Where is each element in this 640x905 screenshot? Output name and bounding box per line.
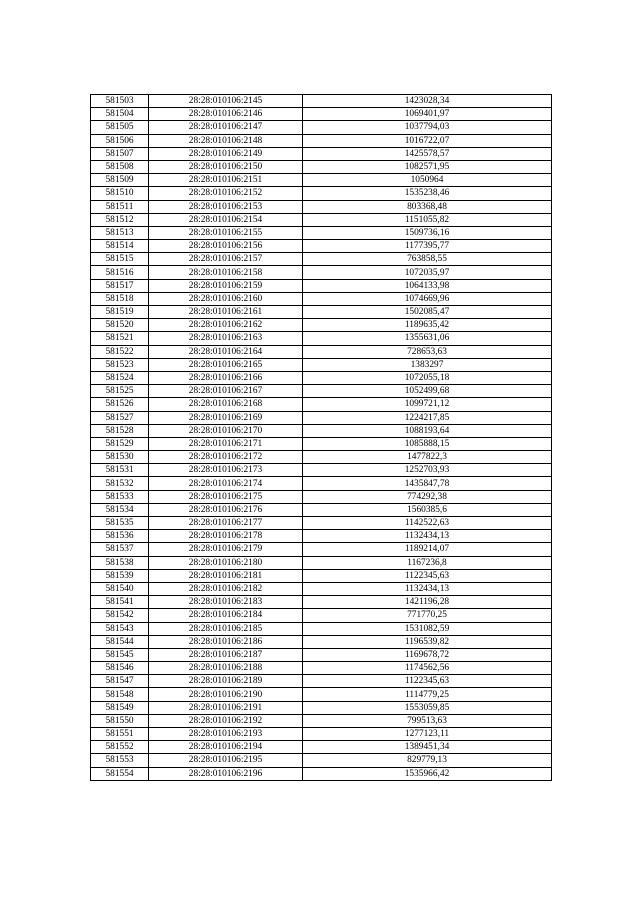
table-row (91, 411, 552, 424)
table-row (91, 306, 552, 319)
row-number-cell: 581521 (91, 332, 149, 345)
cadastral-value-cell: 774292,38 (303, 490, 552, 503)
table-row (91, 543, 552, 556)
cadastral-value-cell: 1069401,97 (303, 108, 552, 121)
table-row (91, 714, 552, 727)
cadastral-value-cell: 829779,13 (303, 754, 552, 767)
row-number-cell: 581513 (91, 226, 149, 239)
cadastral-number-cell: 28:28:010106:2165 (149, 358, 303, 371)
cadastral-number-cell: 28:28:010106:2179 (149, 543, 303, 556)
cadastral-number-cell: 28:28:010106:2152 (149, 187, 303, 200)
row-number-cell: 581507 (91, 147, 149, 160)
cadastral-number-cell: 28:28:010106:2187 (149, 648, 303, 661)
table-body (91, 95, 552, 781)
cadastral-number-cell: 28:28:010106:2196 (149, 767, 303, 780)
cadastral-number-cell: 28:28:010106:2157 (149, 253, 303, 266)
cadastral-number-cell: 28:28:010106:2186 (149, 635, 303, 648)
table-row (91, 253, 552, 266)
cadastral-number-cell: 28:28:010106:2184 (149, 609, 303, 622)
cadastral-number-cell: 28:28:010106:2176 (149, 503, 303, 516)
table-row (91, 503, 552, 516)
cadastral-value-cell: 1052499,68 (303, 385, 552, 398)
table-row (91, 371, 552, 384)
cadastral-number-cell: 28:28:010106:2167 (149, 385, 303, 398)
row-number-cell: 581517 (91, 279, 149, 292)
table-row (91, 200, 552, 213)
cadastral-number-cell: 28:28:010106:2160 (149, 292, 303, 305)
cadastral-value-cell: 1355631,06 (303, 332, 552, 345)
cadastral-number-cell: 28:28:010106:2164 (149, 345, 303, 358)
table-row (91, 688, 552, 701)
cadastral-number-cell: 28:28:010106:2194 (149, 741, 303, 754)
table-row (91, 95, 552, 108)
cadastral-value-cell: 1421196,28 (303, 596, 552, 609)
table-row (91, 701, 552, 714)
row-number-cell: 581527 (91, 411, 149, 424)
cadastral-number-cell: 28:28:010106:2154 (149, 213, 303, 226)
cadastral-value-cell: 1252703,93 (303, 464, 552, 477)
table-row (91, 108, 552, 121)
cadastral-number-cell: 28:28:010106:2182 (149, 582, 303, 595)
row-number-cell: 581537 (91, 543, 149, 556)
row-number-cell: 581530 (91, 451, 149, 464)
cadastral-number-cell: 28:28:010106:2161 (149, 306, 303, 319)
cadastral-number-cell: 28:28:010106:2191 (149, 701, 303, 714)
cadastral-number-cell: 28:28:010106:2159 (149, 279, 303, 292)
cadastral-number-cell: 28:28:010106:2174 (149, 477, 303, 490)
table-row (91, 385, 552, 398)
cadastral-number-cell: 28:28:010106:2151 (149, 174, 303, 187)
cadastral-value-table (90, 94, 552, 781)
row-number-cell: 581548 (91, 688, 149, 701)
table-row (91, 728, 552, 741)
table-row (91, 622, 552, 635)
row-number-cell: 581515 (91, 253, 149, 266)
row-number-cell: 581538 (91, 556, 149, 569)
table-row (91, 266, 552, 279)
cadastral-value-cell: 1082571,95 (303, 160, 552, 173)
cadastral-value-cell: 799513,63 (303, 714, 552, 727)
cadastral-value-cell: 1074669,96 (303, 292, 552, 305)
cadastral-value-cell: 1016722,07 (303, 134, 552, 147)
row-number-cell: 581516 (91, 266, 149, 279)
cadastral-number-cell: 28:28:010106:2166 (149, 371, 303, 384)
cadastral-value-cell: 1050964 (303, 174, 552, 187)
row-number-cell: 581533 (91, 490, 149, 503)
table-row (91, 160, 552, 173)
row-number-cell: 581540 (91, 582, 149, 595)
cadastral-number-cell: 28:28:010106:2192 (149, 714, 303, 727)
cadastral-value-cell: 1535238,46 (303, 187, 552, 200)
table-row (91, 319, 552, 332)
cadastral-number-cell: 28:28:010106:2168 (149, 398, 303, 411)
cadastral-value-cell: 1531082,59 (303, 622, 552, 635)
cadastral-value-cell: 1151055,82 (303, 213, 552, 226)
cadastral-number-cell: 28:28:010106:2145 (149, 95, 303, 108)
cadastral-value-cell: 1177395,77 (303, 240, 552, 253)
row-number-cell: 581522 (91, 345, 149, 358)
row-number-cell: 581554 (91, 767, 149, 780)
cadastral-value-cell: 1085888,15 (303, 437, 552, 450)
table-row (91, 675, 552, 688)
cadastral-number-cell: 28:28:010106:2150 (149, 160, 303, 173)
cadastral-number-cell: 28:28:010106:2173 (149, 464, 303, 477)
cadastral-number-cell: 28:28:010106:2162 (149, 319, 303, 332)
table-row (91, 464, 552, 477)
cadastral-value-cell: 771770,25 (303, 609, 552, 622)
table-row (91, 556, 552, 569)
cadastral-value-cell: 728653,63 (303, 345, 552, 358)
cadastral-number-cell: 28:28:010106:2146 (149, 108, 303, 121)
cadastral-number-cell: 28:28:010106:2147 (149, 121, 303, 134)
cadastral-value-cell: 1132434,13 (303, 582, 552, 595)
cadastral-value-cell: 1142522,63 (303, 517, 552, 530)
row-number-cell: 581539 (91, 569, 149, 582)
row-number-cell: 581545 (91, 648, 149, 661)
row-number-cell: 581511 (91, 200, 149, 213)
row-number-cell: 581531 (91, 464, 149, 477)
cadastral-value-cell: 1553059,85 (303, 701, 552, 714)
cadastral-number-cell: 28:28:010106:2169 (149, 411, 303, 424)
row-number-cell: 581526 (91, 398, 149, 411)
cadastral-value-cell: 1477822,3 (303, 451, 552, 464)
cadastral-number-cell: 28:28:010106:2189 (149, 675, 303, 688)
row-number-cell: 581541 (91, 596, 149, 609)
cadastral-number-cell: 28:28:010106:2155 (149, 226, 303, 239)
cadastral-value-cell: 1560385,6 (303, 503, 552, 516)
row-number-cell: 581529 (91, 437, 149, 450)
cadastral-value-cell: 1277123,11 (303, 728, 552, 741)
cadastral-value-cell: 1099721,12 (303, 398, 552, 411)
row-number-cell: 581518 (91, 292, 149, 305)
table-row (91, 609, 552, 622)
cadastral-value-cell: 1064133,98 (303, 279, 552, 292)
cadastral-number-cell: 28:28:010106:2172 (149, 451, 303, 464)
cadastral-number-cell: 28:28:010106:2170 (149, 424, 303, 437)
cadastral-number-cell: 28:28:010106:2149 (149, 147, 303, 160)
table-row (91, 530, 552, 543)
row-number-cell: 581519 (91, 306, 149, 319)
table-row (91, 226, 552, 239)
table-row (91, 240, 552, 253)
cadastral-number-cell: 28:28:010106:2178 (149, 530, 303, 543)
row-number-cell: 581535 (91, 517, 149, 530)
cadastral-number-cell: 28:28:010106:2163 (149, 332, 303, 345)
table-row (91, 424, 552, 437)
row-number-cell: 581520 (91, 319, 149, 332)
cadastral-value-cell: 1167236,8 (303, 556, 552, 569)
row-number-cell: 581509 (91, 174, 149, 187)
cadastral-value-cell: 1189635,42 (303, 319, 552, 332)
table-row (91, 635, 552, 648)
row-number-cell: 581544 (91, 635, 149, 648)
cadastral-number-cell: 28:28:010106:2181 (149, 569, 303, 582)
cadastral-value-cell: 1189214,07 (303, 543, 552, 556)
table-row (91, 596, 552, 609)
cadastral-value-cell: 1502085,47 (303, 306, 552, 319)
cadastral-value-cell: 1037794,03 (303, 121, 552, 134)
table-row (91, 345, 552, 358)
table-row (91, 292, 552, 305)
cadastral-number-cell: 28:28:010106:2171 (149, 437, 303, 450)
row-number-cell: 581553 (91, 754, 149, 767)
cadastral-value-cell: 1425578,57 (303, 147, 552, 160)
table-row (91, 569, 552, 582)
cadastral-value-cell: 763858,55 (303, 253, 552, 266)
row-number-cell: 581536 (91, 530, 149, 543)
row-number-cell: 581512 (91, 213, 149, 226)
table-row (91, 582, 552, 595)
table-row (91, 662, 552, 675)
row-number-cell: 581534 (91, 503, 149, 516)
cadastral-number-cell: 28:28:010106:2183 (149, 596, 303, 609)
cadastral-number-cell: 28:28:010106:2175 (149, 490, 303, 503)
cadastral-number-cell: 28:28:010106:2158 (149, 266, 303, 279)
table-row (91, 279, 552, 292)
table-row (91, 490, 552, 503)
cadastral-number-cell: 28:28:010106:2185 (149, 622, 303, 635)
table-row (91, 477, 552, 490)
table-row (91, 147, 552, 160)
row-number-cell: 581549 (91, 701, 149, 714)
row-number-cell: 581528 (91, 424, 149, 437)
cadastral-value-cell: 1088193,64 (303, 424, 552, 437)
table-row (91, 767, 552, 780)
cadastral-number-cell: 28:28:010106:2156 (149, 240, 303, 253)
row-number-cell: 581551 (91, 728, 149, 741)
cadastral-number-cell: 28:28:010106:2153 (149, 200, 303, 213)
table-row (91, 648, 552, 661)
row-number-cell: 581504 (91, 108, 149, 121)
table-row (91, 437, 552, 450)
cadastral-value-cell: 1174562,56 (303, 662, 552, 675)
cadastral-value-cell: 1389451,34 (303, 741, 552, 754)
row-number-cell: 581546 (91, 662, 149, 675)
row-number-cell: 581550 (91, 714, 149, 727)
cadastral-value-cell: 1196539,82 (303, 635, 552, 648)
table-row (91, 187, 552, 200)
table-row (91, 121, 552, 134)
cadastral-value-cell: 1423028,34 (303, 95, 552, 108)
table-row (91, 451, 552, 464)
cadastral-value-cell: 1169678,72 (303, 648, 552, 661)
table-row (91, 134, 552, 147)
cadastral-value-cell: 1072055,18 (303, 371, 552, 384)
cadastral-number-cell: 28:28:010106:2190 (149, 688, 303, 701)
cadastral-value-cell: 1509736,16 (303, 226, 552, 239)
row-number-cell: 581524 (91, 371, 149, 384)
table-row (91, 213, 552, 226)
cadastral-value-cell: 1072035,97 (303, 266, 552, 279)
row-number-cell: 581542 (91, 609, 149, 622)
cadastral-value-cell: 1132434,13 (303, 530, 552, 543)
row-number-cell: 581503 (91, 95, 149, 108)
table-row (91, 754, 552, 767)
cadastral-value-cell: 1535966,42 (303, 767, 552, 780)
row-number-cell: 581506 (91, 134, 149, 147)
cadastral-number-cell: 28:28:010106:2148 (149, 134, 303, 147)
cadastral-value-cell: 1224217,85 (303, 411, 552, 424)
cadastral-value-cell: 1383297 (303, 358, 552, 371)
row-number-cell: 581523 (91, 358, 149, 371)
cadastral-number-cell: 28:28:010106:2180 (149, 556, 303, 569)
table-row (91, 741, 552, 754)
cadastral-number-cell: 28:28:010106:2177 (149, 517, 303, 530)
table-row (91, 358, 552, 371)
cadastral-value-cell: 803368,48 (303, 200, 552, 213)
table-row (91, 517, 552, 530)
table-row (91, 332, 552, 345)
row-number-cell: 581514 (91, 240, 149, 253)
cadastral-value-cell: 1114779,25 (303, 688, 552, 701)
row-number-cell: 581510 (91, 187, 149, 200)
row-number-cell: 581547 (91, 675, 149, 688)
row-number-cell: 581525 (91, 385, 149, 398)
cadastral-number-cell: 28:28:010106:2193 (149, 728, 303, 741)
table-row (91, 174, 552, 187)
row-number-cell: 581552 (91, 741, 149, 754)
row-number-cell: 581543 (91, 622, 149, 635)
cadastral-value-cell: 1122345,63 (303, 675, 552, 688)
cadastral-value-cell: 1122345,63 (303, 569, 552, 582)
cadastral-number-cell: 28:28:010106:2188 (149, 662, 303, 675)
table-row (91, 398, 552, 411)
cadastral-value-cell: 1435847,78 (303, 477, 552, 490)
row-number-cell: 581508 (91, 160, 149, 173)
cadastral-number-cell: 28:28:010106:2195 (149, 754, 303, 767)
row-number-cell: 581505 (91, 121, 149, 134)
row-number-cell: 581532 (91, 477, 149, 490)
